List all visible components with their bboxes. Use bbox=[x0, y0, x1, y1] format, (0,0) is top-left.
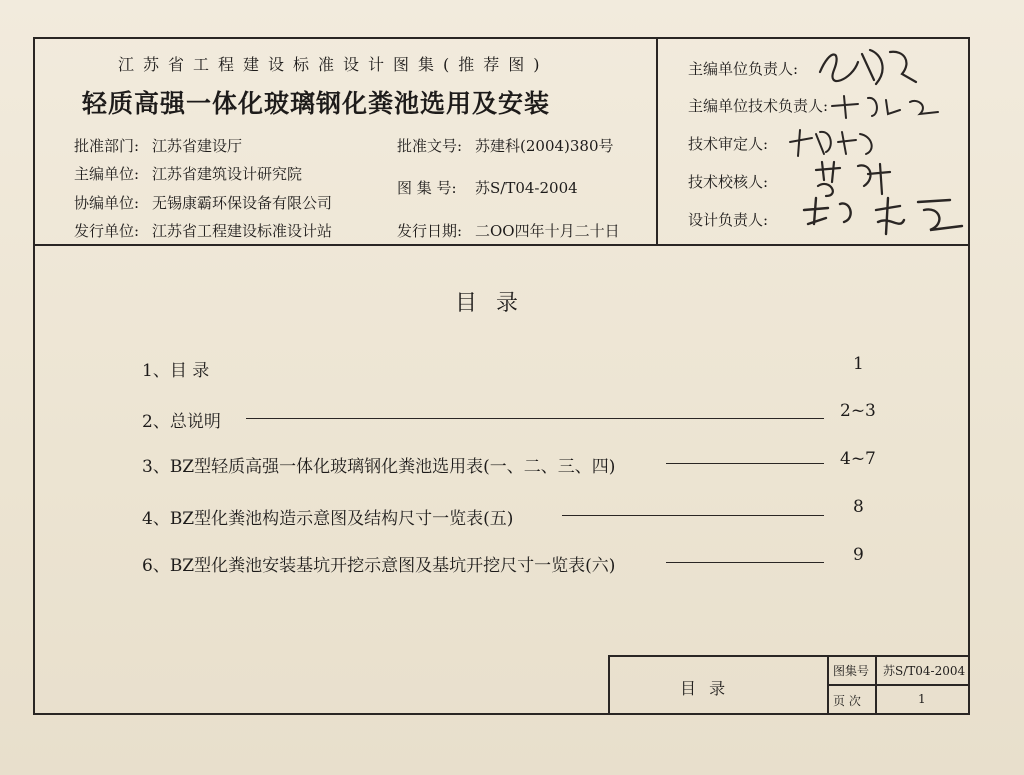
design-lead-label: 设计负责人: bbox=[688, 211, 769, 229]
chief-unit: 江苏省建筑设计研究院 bbox=[152, 165, 303, 183]
approval-dept-label: 批准部门: bbox=[74, 137, 140, 155]
toc-leader-3 bbox=[666, 463, 824, 464]
issue-date: 二OO四年十月二十日 bbox=[475, 222, 620, 240]
approval-dept: 江苏省建设厅 bbox=[152, 137, 243, 155]
tech-check-label: 技术校核人: bbox=[688, 173, 769, 191]
atlas-no-label: 图 集 号: bbox=[397, 179, 457, 197]
title-block-page-value: 1 bbox=[918, 692, 926, 706]
toc-page-4: 8 bbox=[853, 497, 864, 517]
atlas-no: 苏S/T04-2004 bbox=[475, 179, 578, 197]
header-divider bbox=[656, 38, 658, 245]
chief-person-label: 主编单位负责人: bbox=[688, 60, 799, 78]
signature-chief-tech bbox=[828, 88, 948, 122]
title-block-top bbox=[608, 655, 969, 657]
toc-page-2: 2~3 bbox=[840, 401, 876, 421]
chief-tech-label: 主编单位技术负责人: bbox=[688, 97, 829, 115]
approval-no-label: 批准文号: bbox=[397, 137, 463, 155]
toc-leader-2 bbox=[246, 418, 824, 419]
toc-item-3[interactable]: 3、BZ型轻质高强一体化玻璃钢化粪池选用表(一、二、三、四) bbox=[142, 457, 616, 477]
page-title: 轻质高强一体化玻璃钢化粪池选用及安装 bbox=[82, 89, 551, 118]
publisher-label: 发行单位: bbox=[74, 222, 140, 240]
chief-unit-label: 主编单位: bbox=[74, 165, 140, 183]
toc-leader-6 bbox=[666, 562, 824, 563]
toc-heading: 目 录 bbox=[455, 291, 524, 316]
signature-review bbox=[786, 124, 886, 160]
signature-design-lead bbox=[800, 190, 970, 240]
subtitle: 江苏省工程建设标准设计图集(推荐图) bbox=[118, 55, 549, 74]
title-block-atlas-value: 苏S/T04-2004 bbox=[883, 664, 966, 678]
issue-date-label: 发行日期: bbox=[397, 222, 463, 240]
title-block-mid bbox=[827, 684, 969, 686]
toc-page-1: 1 bbox=[853, 354, 864, 374]
title-block-page-label: 页 次 bbox=[833, 694, 861, 708]
title-block-div1 bbox=[827, 655, 829, 715]
toc-page-3: 4~7 bbox=[840, 449, 876, 469]
tech-review-label: 技术审定人: bbox=[688, 135, 769, 153]
co-unit-label: 协编单位: bbox=[74, 194, 140, 212]
signature-chief bbox=[812, 40, 922, 90]
publisher: 江苏省工程建设标准设计站 bbox=[152, 222, 333, 240]
approval-no: 苏建科(2004)380号 bbox=[475, 137, 614, 155]
title-block-div2 bbox=[875, 655, 877, 715]
toc-item-2[interactable]: 2、总说明 bbox=[142, 412, 221, 432]
toc-item-1[interactable]: 1、目 录 bbox=[142, 361, 210, 381]
title-block-name: 目 录 bbox=[680, 679, 730, 698]
header-bottom-line bbox=[34, 244, 969, 246]
toc-leader-4 bbox=[562, 515, 824, 516]
title-block-atlas-label: 图集号 bbox=[833, 664, 870, 678]
title-block-left bbox=[608, 655, 610, 715]
toc-page-6: 9 bbox=[853, 545, 864, 565]
toc-item-6[interactable]: 6、BZ型化粪池安装基坑开挖示意图及基坑开挖尺寸一览表(六) bbox=[142, 556, 616, 576]
toc-item-4[interactable]: 4、BZ型化粪池构造示意图及结构尺寸一览表(五) bbox=[142, 509, 514, 529]
co-unit: 无锡康霸环保设备有限公司 bbox=[152, 194, 333, 212]
